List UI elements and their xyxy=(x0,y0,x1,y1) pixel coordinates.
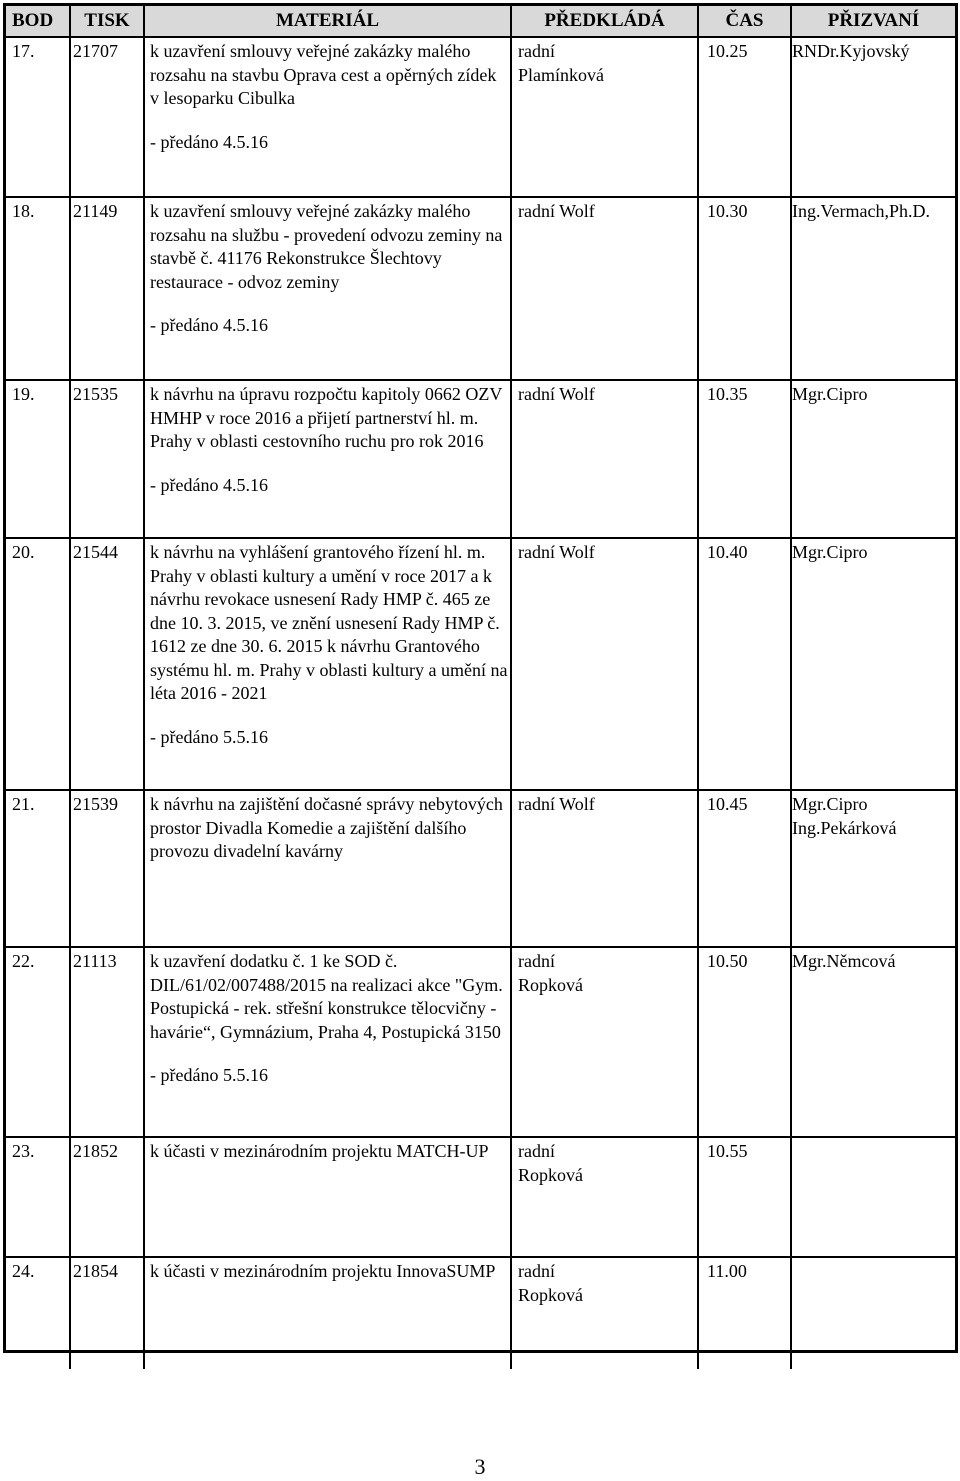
cell-tisk: 21113 xyxy=(70,947,144,1137)
predklada-line: Ropková xyxy=(518,1284,583,1305)
cell-cas: 10.35 xyxy=(698,380,791,538)
table-row xyxy=(6,947,955,1137)
cell-tisk: 21707 xyxy=(70,37,144,197)
predklada-line: radní xyxy=(518,1141,555,1161)
cell-tisk: 21544 xyxy=(70,538,144,790)
prizvani-line: Mgr.Němcová xyxy=(792,951,896,971)
cell-predklada xyxy=(511,947,698,1137)
header-row xyxy=(6,6,955,37)
predklada-line: radní Wolf xyxy=(518,201,595,221)
material-text: k uzavření smlouvy veřejné zakázky malého rozsahu na službu - provedení odvozu zeminy na stavbě č. 41176 Rekonstrukce Šlechtovy restaurace - odvoz zeminy xyxy=(150,201,503,292)
cell-predklada xyxy=(511,1137,698,1257)
header-predklada: PŘEDKLÁDÁ xyxy=(511,6,698,37)
cell-bod: 24. xyxy=(6,1257,70,1369)
material-text: k návrhu na úpravu rozpočtu kapitoly 0662 OZV HMHP v roce 2016 a přijetí partnerství hl. m. Prahy v oblasti cestovního ruchu pro rok 2016 xyxy=(150,384,503,451)
material-text: k účasti v mezinárodním projektu InnovaSUMP xyxy=(150,1261,496,1281)
cell-tisk: 21149 xyxy=(70,197,144,380)
cell-cas: 10.55 xyxy=(698,1137,791,1257)
predklada-line: radní xyxy=(518,1261,555,1281)
table-row xyxy=(6,538,955,790)
prizvani-line: Mgr.Cipro xyxy=(792,542,868,562)
prizvani-line: Ing.Pekárková xyxy=(792,817,897,838)
cell-bod: 17. xyxy=(6,37,70,197)
cell-tisk: 21535 xyxy=(70,380,144,538)
page-number: 3 xyxy=(474,1454,486,1479)
handover-note: - předáno 5.5.16 xyxy=(150,726,268,747)
predklada-line: Ropková xyxy=(518,974,583,995)
cell-prizvani xyxy=(791,1257,955,1369)
cell-prizvani xyxy=(791,380,955,538)
table-row xyxy=(6,790,955,947)
cell-cas: 10.25 xyxy=(698,37,791,197)
handover-note: - předáno 5.5.16 xyxy=(150,1065,268,1085)
cell-predklada xyxy=(511,37,698,197)
header-bod: BOD xyxy=(6,6,70,37)
material-text: k návrhu na zajištění dočasné správy nebytových prostor Divadla Komedie a zajištění dalšího provozu divadelní kavárny xyxy=(150,794,503,861)
predklada-line: radní xyxy=(518,951,555,971)
predklada-line: radní Wolf xyxy=(518,542,595,562)
cell-material xyxy=(144,1257,511,1369)
cell-bod: 19. xyxy=(6,380,70,538)
cell-prizvani xyxy=(791,37,955,197)
cell-bod: 23. xyxy=(6,1137,70,1257)
header-cas: ČAS xyxy=(698,6,791,37)
cell-cas: 10.50 xyxy=(698,947,791,1137)
cell-predklada xyxy=(511,538,698,790)
cell-bod: 18. xyxy=(6,197,70,380)
prizvani-line: Mgr.Cipro xyxy=(792,384,868,404)
cell-material xyxy=(144,538,511,790)
predklada-line: Ropková xyxy=(518,1164,583,1185)
cell-material xyxy=(144,37,511,197)
material-text: k návrhu na vyhlášení grantového řízení hl. m. Prahy v oblasti kultury a umění v roce 2017 a k návrhu revokace usnesení Rady HMP č. 465 ze dne 10. 3. 2015, ve znění usnesení Rady HMP č. 1612 ze dne 30. 6. 2015 k návrhu Grantového systému hl. m. Prahy v oblasti kultury a umění na léta 2016 - 2021 xyxy=(150,542,508,703)
predklada-line: Plamínková xyxy=(518,64,604,85)
table-row xyxy=(6,380,955,538)
agenda-sheet xyxy=(3,3,958,1353)
cell-cas: 11.00 xyxy=(698,1257,791,1369)
cell-cas: 10.30 xyxy=(698,197,791,380)
prizvani-line: RNDr.Kyjovský xyxy=(792,41,910,61)
cell-material xyxy=(144,947,511,1137)
cell-prizvani xyxy=(791,538,955,790)
cell-tisk: 21854 xyxy=(70,1257,144,1369)
cell-predklada xyxy=(511,790,698,947)
cell-cas: 10.45 xyxy=(698,790,791,947)
cell-prizvani xyxy=(791,947,955,1137)
handover-note: - předáno 4.5.16 xyxy=(150,131,268,152)
predklada-line: radní Wolf xyxy=(518,794,595,814)
predklada-line: radní xyxy=(518,41,555,61)
prizvani-line: Ing.Vermach,Ph.D. xyxy=(792,201,930,221)
table-row xyxy=(6,197,955,380)
cell-bod: 21. xyxy=(6,790,70,947)
cell-predklada xyxy=(511,197,698,380)
cell-material xyxy=(144,790,511,947)
cell-material xyxy=(144,197,511,380)
cell-material xyxy=(144,380,511,538)
predklada-line: radní Wolf xyxy=(518,384,595,404)
material-text: k uzavření dodatku č. 1 ke SOD č. DIL/61/02/007488/2015 na realizaci akce "Gym. Postupická - rek. střešní konstrukce tělocvičny - havárie“, Gymnázium, Praha 4, Postupická 3150 xyxy=(150,951,503,1042)
cell-bod: 22. xyxy=(6,947,70,1137)
table-row xyxy=(6,1137,955,1257)
cell-tisk: 21852 xyxy=(70,1137,144,1257)
cell-prizvani xyxy=(791,790,955,947)
handover-note: - předáno 4.5.16 xyxy=(150,474,268,495)
header-prizvani: PŘIZVANÍ xyxy=(791,6,955,37)
agenda-table xyxy=(6,6,955,1369)
cell-cas: 10.40 xyxy=(698,538,791,790)
material-text: k uzavření smlouvy veřejné zakázky malého rozsahu na stavbu Oprava cest a opěrných zídek v lesoparku Cibulka xyxy=(150,41,497,108)
table-row xyxy=(6,37,955,197)
prizvani-line: Mgr.Cipro xyxy=(792,794,868,814)
cell-predklada xyxy=(511,380,698,538)
cell-tisk: 21539 xyxy=(70,790,144,947)
table-row xyxy=(6,1257,955,1369)
header-tisk: TISK xyxy=(70,6,144,37)
header-material: MATERIÁL xyxy=(144,6,511,37)
cell-predklada xyxy=(511,1257,698,1369)
cell-prizvani xyxy=(791,1137,955,1257)
handover-note: - předáno 4.5.16 xyxy=(150,315,268,335)
cell-material xyxy=(144,1137,511,1257)
cell-bod: 20. xyxy=(6,538,70,790)
material-text: k účasti v mezinárodním projektu MATCH-UP xyxy=(150,1141,489,1161)
cell-prizvani xyxy=(791,197,955,380)
